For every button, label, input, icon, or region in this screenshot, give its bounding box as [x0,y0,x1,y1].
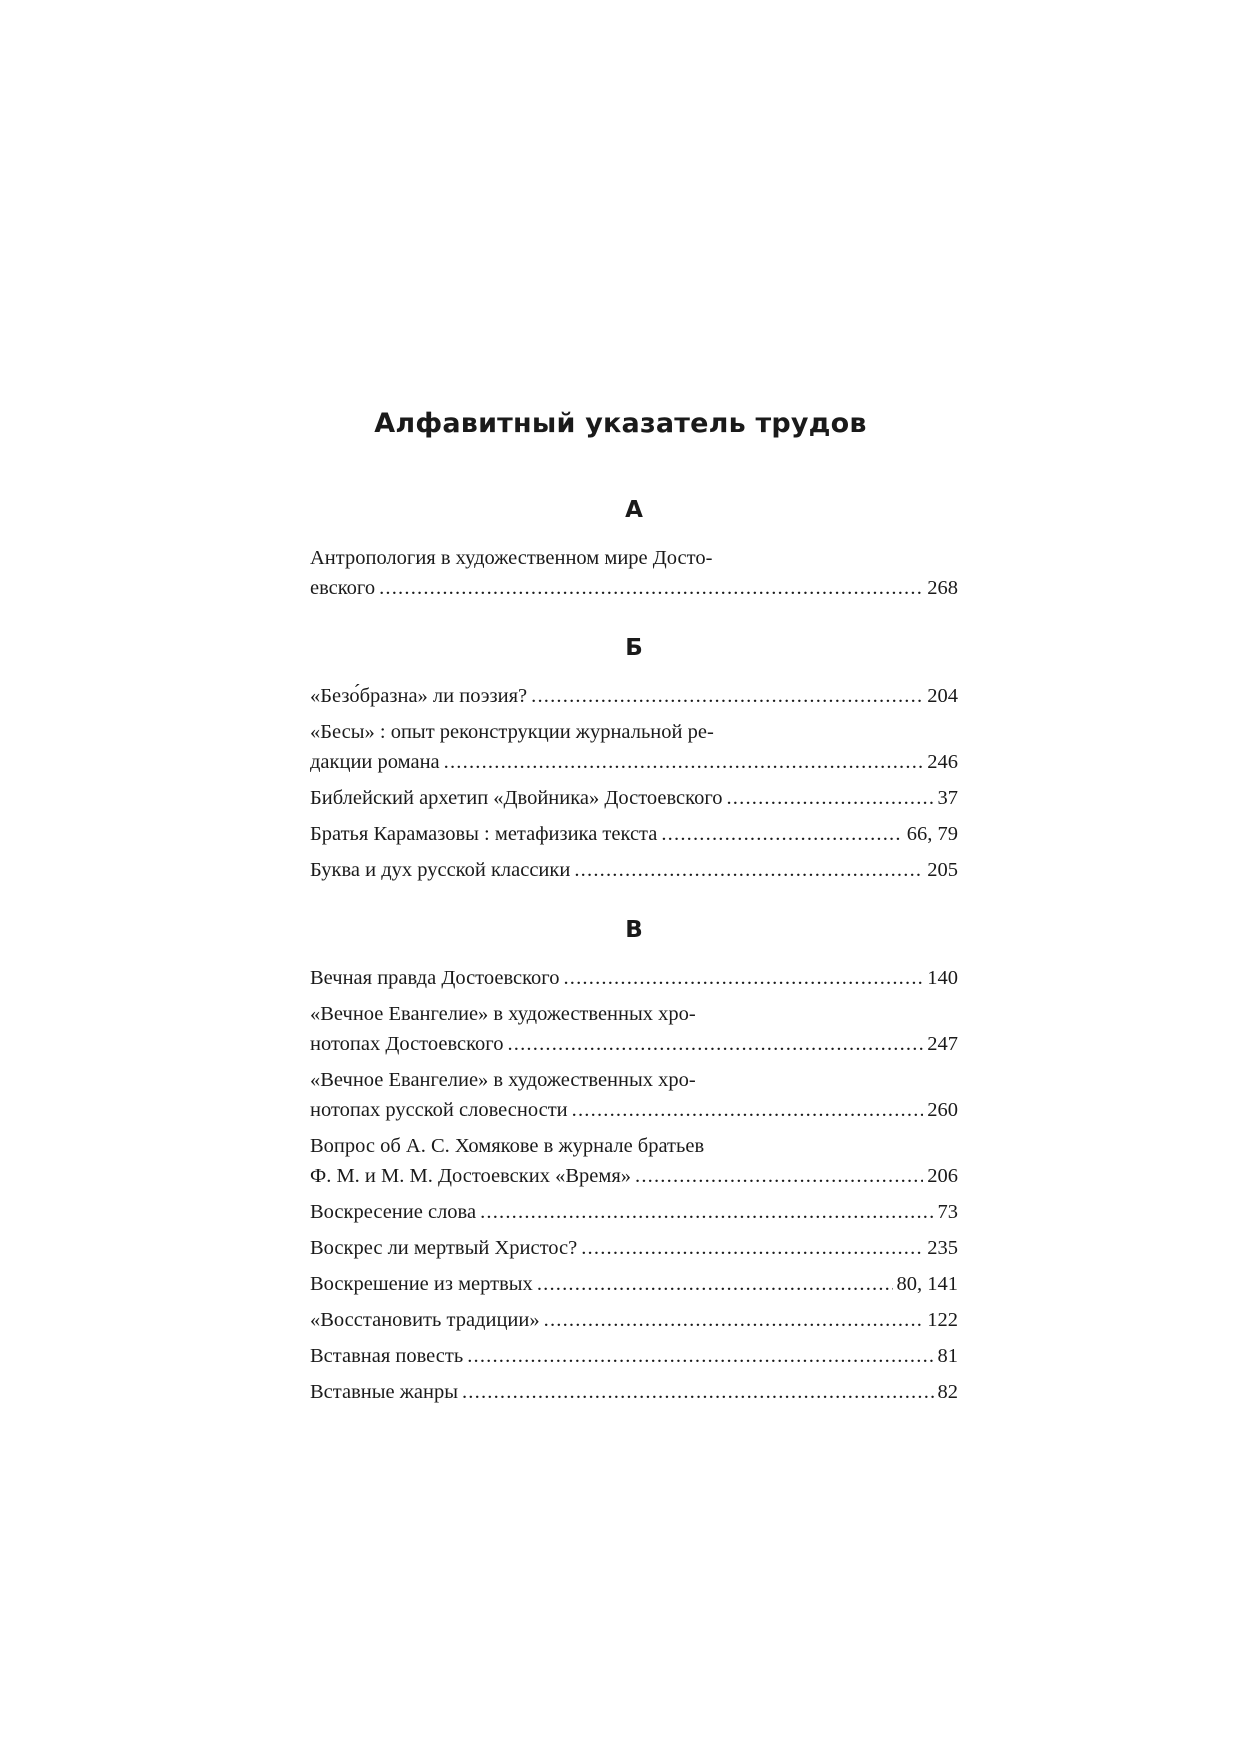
dot-leader [581,1233,923,1263]
index-entry [310,819,958,849]
entry-title: Воскрес ли мертвый Христос? [310,1237,578,1259]
dot-leader [531,681,923,711]
index-section [310,495,958,603]
page-number: 73 [937,1201,958,1223]
page-number: 140 [927,967,958,989]
entry-line [310,1341,958,1371]
entry-title: Ф. М. и М. М. Достоевских «Время» [310,1165,631,1187]
entry-title-first-line: Вопрос об А. С. Хомякове в журнале братьев [310,1135,705,1157]
index-entry [310,783,958,813]
entry-title: «Восстановить традиции» [310,1309,540,1331]
entry-line [310,1095,958,1125]
page-number: 80, 141 [896,1273,958,1295]
index-entry [310,717,958,777]
entry-line [310,747,958,777]
entry-title: Библейский архетип «Двойника» Достоевского [310,787,723,809]
dot-leader [563,963,923,993]
dot-leader [726,783,933,813]
page-number: 260 [927,1099,958,1121]
index-entry [310,543,958,603]
entry-line [310,681,958,711]
index-entry [310,855,958,885]
index-entry [310,1065,958,1125]
section-letter: А [625,497,643,523]
entry-title: Братья Карамазовы : метафизика текста [310,823,658,845]
section-letter: Б [625,635,643,661]
entry-line [310,1377,958,1407]
index-content [310,495,958,1437]
entry-line [310,1029,958,1059]
entry-title: Вечная правда Достоевского [310,967,560,989]
dot-leader [379,573,923,603]
index-section [310,633,958,885]
entry-title: дакции романа [310,751,440,773]
dot-leader [544,1305,924,1335]
entry-title: «Безо́бразна» ли поэзия? [310,685,528,707]
page-number: 82 [937,1381,958,1403]
page-number: 66, 79 [906,823,958,845]
index-entry [310,1197,958,1227]
page-number: 204 [927,685,958,707]
page-number: 206 [927,1165,958,1187]
entry-title: Воскресение слова [310,1201,477,1223]
page-number: 246 [927,751,958,773]
dot-leader [537,1269,893,1299]
page-number: 268 [927,577,958,599]
section-letter: В [625,917,643,943]
entry-title: евского [310,577,376,599]
index-entry [310,681,958,711]
page-number: 37 [937,787,958,809]
entry-line [310,1269,958,1299]
entry-title-first-line: «Вечное Евангелие» в художественных хро- [310,1003,696,1025]
entry-line [310,573,958,603]
dot-leader [572,1095,924,1125]
entry-line [310,1161,958,1191]
index-entry [310,1341,958,1371]
page-number: 235 [927,1237,958,1259]
index-entry [310,1305,958,1335]
index-entry [310,963,958,993]
entry-title: нотопах русской словесности [310,1099,568,1121]
page-title: Алфавитный указатель трудов [374,408,867,439]
index-section [310,915,958,1407]
entry-line [310,1305,958,1335]
index-entry [310,1131,958,1191]
entry-title: Воскрешение из мертвых [310,1273,533,1295]
entry-title: Вставная повесть [310,1345,464,1367]
entry-title: Вставные жанры [310,1381,458,1403]
dot-leader [467,1341,933,1371]
dot-leader [635,1161,923,1191]
entry-line [310,855,958,885]
page-number: 247 [927,1033,958,1055]
dot-leader [507,1029,923,1059]
entry-title: Буква и дух русской классики [310,859,571,881]
page-number: 122 [927,1309,958,1331]
dot-leader [574,855,923,885]
dot-leader [480,1197,933,1227]
dot-leader [444,747,924,777]
entry-line [310,819,958,849]
entry-line [310,1197,958,1227]
index-entry [310,1233,958,1263]
index-entry [310,999,958,1059]
entry-title-first-line: «Вечное Евангелие» в художественных хро- [310,1069,696,1091]
page-number: 205 [927,859,958,881]
entry-line [310,1233,958,1263]
entry-title-first-line: Антропология в художественном мире Досто- [310,547,713,569]
entry-title: нотопах Достоевского [310,1033,504,1055]
entry-title-first-line: «Бесы» : опыт реконструкции журнальной ре- [310,721,714,743]
dot-leader [462,1377,934,1407]
entry-line [310,783,958,813]
entry-line [310,963,958,993]
dot-leader [661,819,902,849]
page-number: 81 [937,1345,958,1367]
index-entry [310,1269,958,1299]
index-entry [310,1377,958,1407]
